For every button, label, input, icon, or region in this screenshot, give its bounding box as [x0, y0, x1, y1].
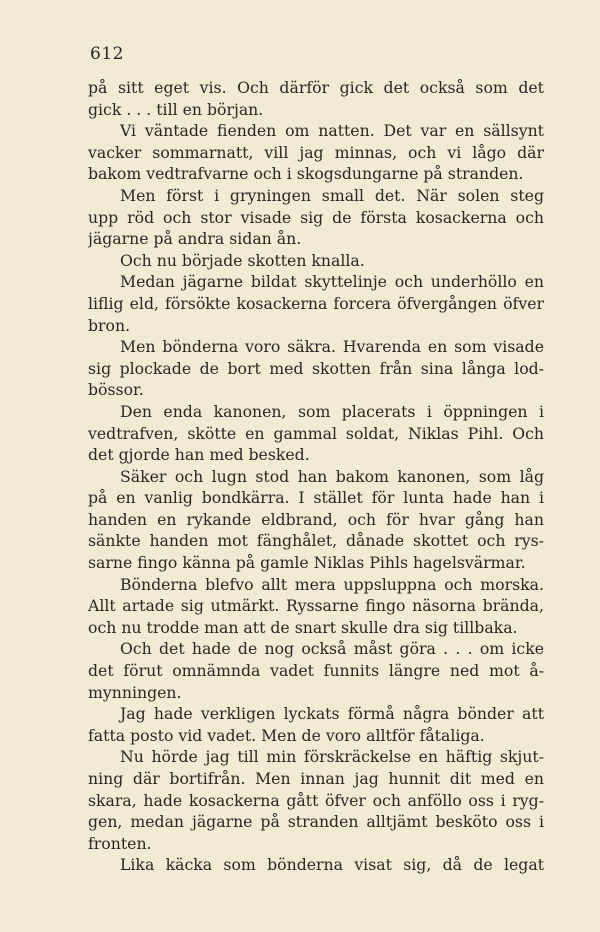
text-line: på en vanlig bondkärra. I stället för lunta hade han i [88, 488, 544, 508]
text-line: på sitt eget vis. Och därför gick det också som det [88, 78, 544, 97]
text-line: sarne fingo känna på gamle Niklas Pihls hagelsvärmar. [88, 553, 526, 573]
text-line: skara, hade kosackerna gått öfver och anföllo oss i ryg- [88, 790, 544, 810]
text-line: vacker sommarnatt, vill jag minnas, och vi lågo där [88, 142, 544, 162]
text-line: och nu trodde man att de snart skulle dra sig tillbaka. [88, 617, 518, 637]
text-line: sig plockade de bort med skotten från sina långa lod- [88, 358, 544, 378]
text-line: liflig eld, försökte kosackerna forcera öfvergången öfver [88, 293, 544, 313]
text-line: bron. [88, 315, 131, 335]
text-line: sänkte handen mot fänghålet, dånade skottet och rys- [88, 531, 544, 551]
text-line: fatta posto vid vadet. Men de voro alltför fåtaliga. [88, 725, 485, 745]
text-line: vedtrafven, skötte en gammal soldat, Niklas Pihl. Och [88, 423, 544, 443]
text-line: gick . . . till en början. [88, 99, 264, 119]
text-line: Medan jägarne bildat skyttelinje och underhöllo en [120, 272, 544, 292]
page-number: 612 [90, 44, 124, 64]
text-line: Bönderna blefvo allt mera uppsluppna och morska. [120, 574, 544, 594]
text-line: jägarne på andra sidan ån. [88, 229, 302, 249]
text-line: det gjorde han med besked. [88, 445, 310, 465]
body-text [88, 77, 544, 876]
text-line: upp röd och stor visade sig de första kosackerna och [88, 207, 544, 227]
text-line: Och det hade de nog också måst göra . . . om icke [120, 639, 544, 659]
text-line: Jag hade verkligen lyckats förmå några bönder att [120, 704, 544, 724]
text-line: det förut omnämnda vadet funnits längre ned mot å- [88, 661, 544, 681]
text-line: gen, medan jägarne på stranden alltjämt besköto oss i [88, 812, 544, 832]
text-line: handen en rykande eldbrand, och för hvar gång han [88, 509, 544, 529]
text-line: Men först i gryningen small det. När solen steg [120, 185, 544, 205]
text-line: Den enda kanonen, som placerats i öppningen i [120, 401, 544, 421]
text-line: Vi väntade fienden om natten. Det var en sällsynt [120, 121, 544, 141]
text-line: Allt artade sig utmärkt. Ryssarne fingo näsorna brända, [88, 596, 544, 616]
text-line: bakom vedtrafvarne och i skogsdungarne på stranden. [88, 164, 524, 184]
text-line: fronten. [88, 833, 152, 853]
text-line: Lika käcka som bönderna visat sig, då de legat [120, 855, 544, 875]
text-line: ning där bortifrån. Men innan jag hunnit dit med en [88, 769, 544, 788]
text-line: Säker och lugn stod han bakom kanonen, som låg [120, 466, 544, 486]
text-line: mynningen. [88, 682, 182, 702]
text-line: bössor. [88, 380, 144, 400]
text-line: Nu hörde jag till min förskräckelse en häftig skjut- [120, 747, 544, 767]
text-line: Men bönderna voro säkra. Hvarenda en som visade [120, 337, 544, 357]
text-line: Och nu började skotten knalla. [120, 250, 365, 270]
